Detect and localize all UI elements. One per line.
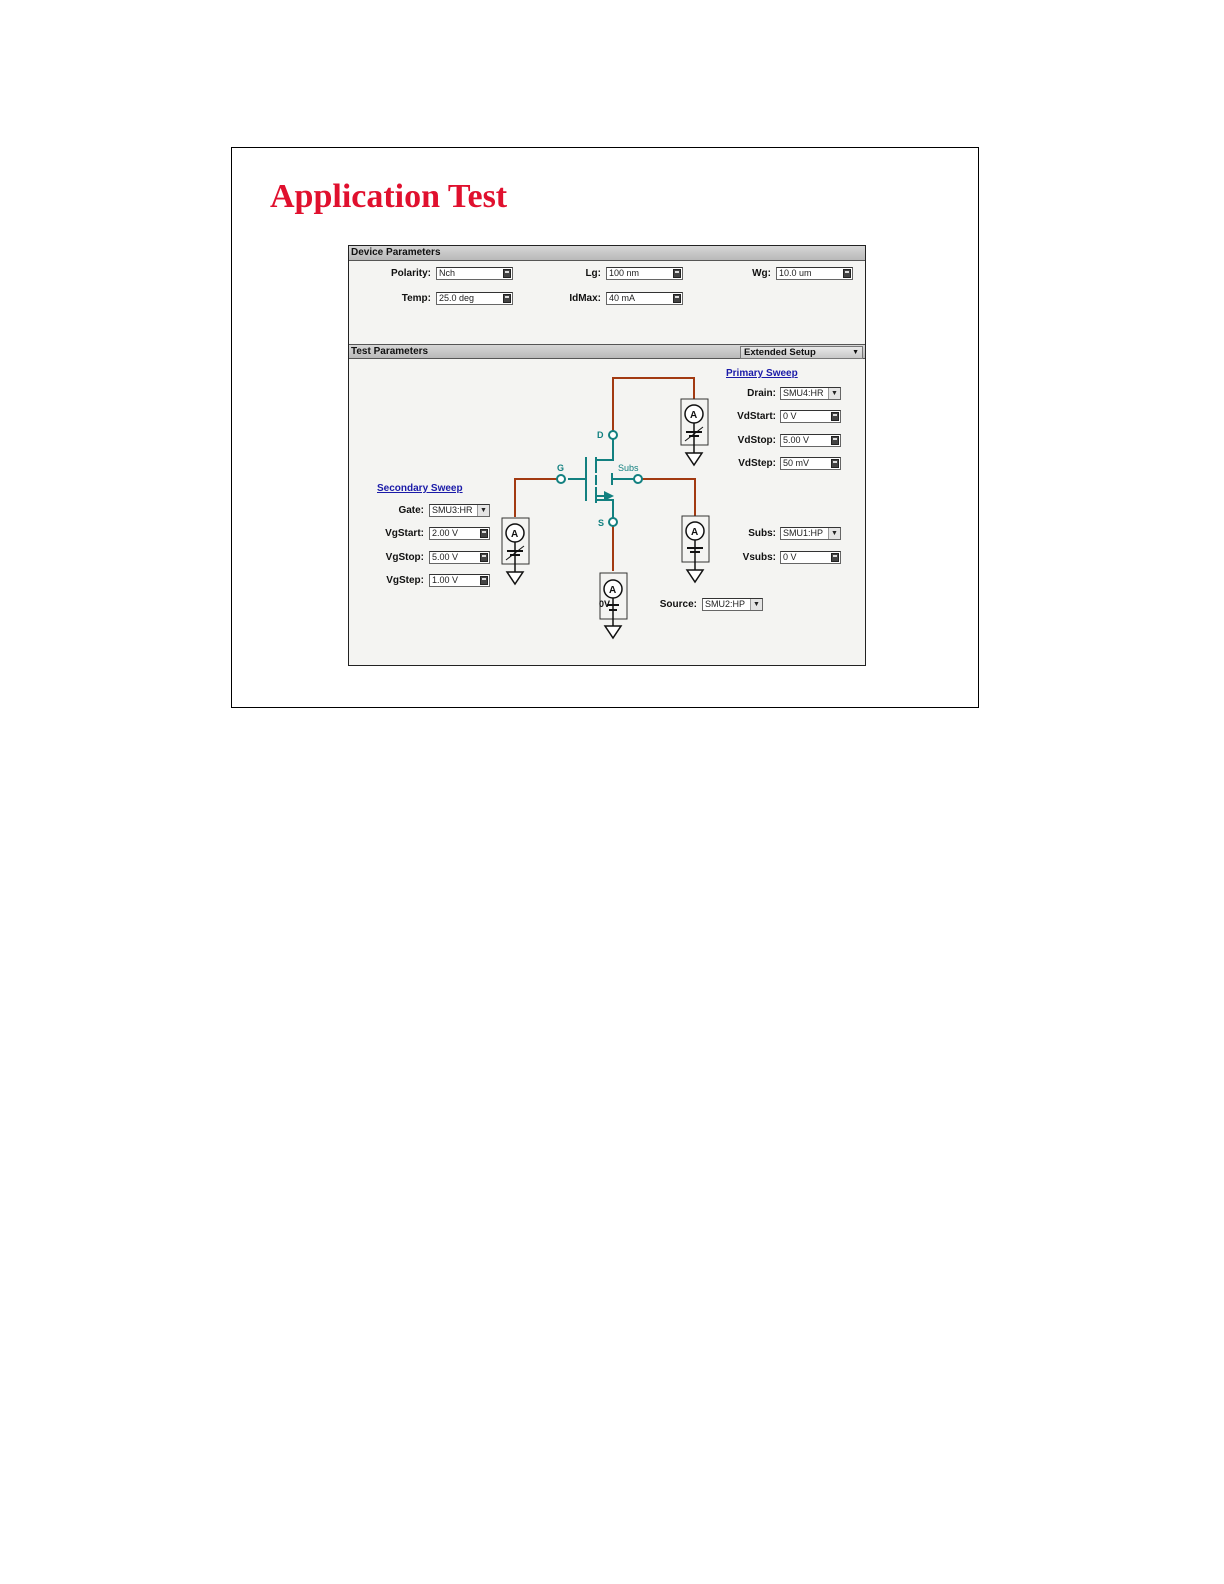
vdstep-value: 50 mV bbox=[783, 458, 810, 468]
calculator-icon[interactable] bbox=[831, 412, 839, 421]
vgstop-field[interactable] bbox=[429, 551, 490, 564]
vdstart-value: 0 V bbox=[783, 411, 797, 421]
subs-meter-symbol: A bbox=[691, 527, 699, 538]
source-terminal bbox=[609, 518, 617, 526]
source-label: Source: bbox=[659, 599, 697, 610]
extended-setup-select[interactable] bbox=[740, 346, 863, 359]
calculator-icon[interactable] bbox=[673, 294, 681, 303]
calculator-icon[interactable] bbox=[480, 529, 488, 538]
chevron-down-icon: ▼ bbox=[828, 528, 840, 539]
vdstop-value: 5.00 V bbox=[783, 435, 810, 445]
calculator-icon[interactable] bbox=[673, 269, 681, 278]
vgstep-value: 1.00 V bbox=[432, 575, 459, 585]
chevron-down-icon: ▼ bbox=[477, 505, 489, 516]
calculator-icon[interactable] bbox=[843, 269, 851, 278]
source-value: SMU2:HP bbox=[705, 599, 746, 609]
subs-wire bbox=[639, 479, 695, 517]
extended-setup-value: Extended Setup bbox=[744, 347, 816, 358]
drain-lead bbox=[596, 438, 613, 460]
chevron-down-icon: ▼ bbox=[828, 388, 840, 399]
idmax-value: 40 mA bbox=[609, 293, 636, 303]
polarity-field[interactable] bbox=[436, 267, 513, 280]
gate-label: Gate: bbox=[398, 505, 424, 516]
source-bias-label: 0V bbox=[599, 599, 611, 609]
vdstart-label: VdStart: bbox=[737, 411, 776, 422]
lg-value: 100 nm bbox=[609, 268, 640, 278]
vgstart-value: 2.00 V bbox=[432, 528, 459, 538]
calculator-icon[interactable] bbox=[831, 553, 839, 562]
wg-value: 10.0 um bbox=[779, 268, 812, 278]
subs-terminal-label: Subs bbox=[618, 463, 639, 473]
wg-label: Wg: bbox=[752, 268, 771, 279]
test-parameters-header bbox=[349, 344, 865, 359]
drain-select[interactable] bbox=[780, 387, 841, 400]
temp-value: 25.0 deg bbox=[439, 293, 475, 303]
secondary-sweep-link[interactable]: Secondary Sweep bbox=[377, 483, 463, 494]
vgstep-field[interactable] bbox=[429, 574, 490, 587]
test-parameters-title: Test Parameters bbox=[351, 346, 429, 357]
source-meter-symbol: A bbox=[609, 585, 617, 596]
source-select[interactable] bbox=[702, 598, 763, 611]
drain-smu-icon[interactable] bbox=[681, 399, 708, 465]
vdstep-label: VdStep: bbox=[738, 458, 776, 469]
vdstart-field[interactable] bbox=[780, 410, 841, 423]
vgstart-label: VgStart: bbox=[385, 528, 424, 539]
chevron-down-icon: ▼ bbox=[750, 599, 762, 610]
wg-field[interactable] bbox=[776, 267, 853, 280]
drain-terminal-label: D bbox=[597, 430, 604, 440]
temp-field[interactable] bbox=[436, 292, 513, 305]
subs-smu-icon[interactable] bbox=[682, 516, 709, 582]
lg-label: Lg: bbox=[585, 268, 601, 279]
idmax-label: IdMax: bbox=[569, 293, 601, 304]
slide bbox=[231, 147, 979, 708]
gate-terminal-label: G bbox=[557, 463, 565, 473]
calculator-icon[interactable] bbox=[503, 294, 511, 303]
device-parameters-header: Device Parameters bbox=[349, 246, 865, 261]
vsubs-label: Vsubs: bbox=[742, 552, 776, 563]
vdstop-field[interactable] bbox=[780, 434, 841, 447]
gate-smu-icon[interactable] bbox=[502, 518, 529, 584]
slide-title: Application Test bbox=[270, 178, 508, 215]
vsubs-field[interactable] bbox=[780, 551, 841, 564]
vgstop-label: VgStop: bbox=[385, 552, 424, 563]
vdstop-label: VdStop: bbox=[737, 435, 776, 446]
source-smu-icon[interactable] bbox=[599, 573, 627, 638]
polarity-label: Polarity: bbox=[390, 268, 431, 279]
source-lead bbox=[596, 500, 613, 518]
drain-value: SMU4:HR bbox=[783, 388, 824, 398]
calculator-icon[interactable] bbox=[480, 576, 488, 585]
drain-terminal bbox=[609, 431, 617, 439]
gate-select[interactable] bbox=[429, 504, 490, 517]
subs-label: Subs: bbox=[748, 528, 776, 539]
subs-select[interactable] bbox=[780, 527, 841, 540]
lg-field[interactable] bbox=[606, 267, 683, 280]
calculator-icon[interactable] bbox=[831, 459, 839, 468]
polarity-value: Nch bbox=[439, 268, 456, 278]
chevron-down-icon: ▼ bbox=[852, 349, 859, 356]
calculator-icon[interactable] bbox=[831, 436, 839, 445]
source-terminal-label: S bbox=[598, 518, 605, 528]
gate-terminal bbox=[557, 475, 565, 483]
gate-wire bbox=[515, 479, 561, 517]
gate-value: SMU3:HR bbox=[432, 505, 473, 515]
vgstop-value: 5.00 V bbox=[432, 552, 459, 562]
calculator-icon[interactable] bbox=[503, 269, 511, 278]
vgstep-label: VgStep: bbox=[386, 575, 424, 586]
idmax-field[interactable] bbox=[606, 292, 683, 305]
subs-terminal bbox=[634, 475, 642, 483]
application-window bbox=[348, 245, 866, 666]
vdstep-field[interactable] bbox=[780, 457, 841, 470]
subs-value: SMU1:HP bbox=[783, 528, 824, 538]
drain-meter-symbol: A bbox=[690, 410, 698, 421]
drain-label: Drain: bbox=[747, 388, 776, 399]
vgstart-field[interactable] bbox=[429, 527, 490, 540]
mosfet-schematic bbox=[349, 361, 864, 671]
primary-sweep-link[interactable]: Primary Sweep bbox=[726, 368, 798, 379]
vsubs-value: 0 V bbox=[783, 552, 797, 562]
calculator-icon[interactable] bbox=[480, 553, 488, 562]
temp-label: Temp: bbox=[401, 293, 431, 304]
gate-meter-symbol: A bbox=[511, 529, 519, 540]
